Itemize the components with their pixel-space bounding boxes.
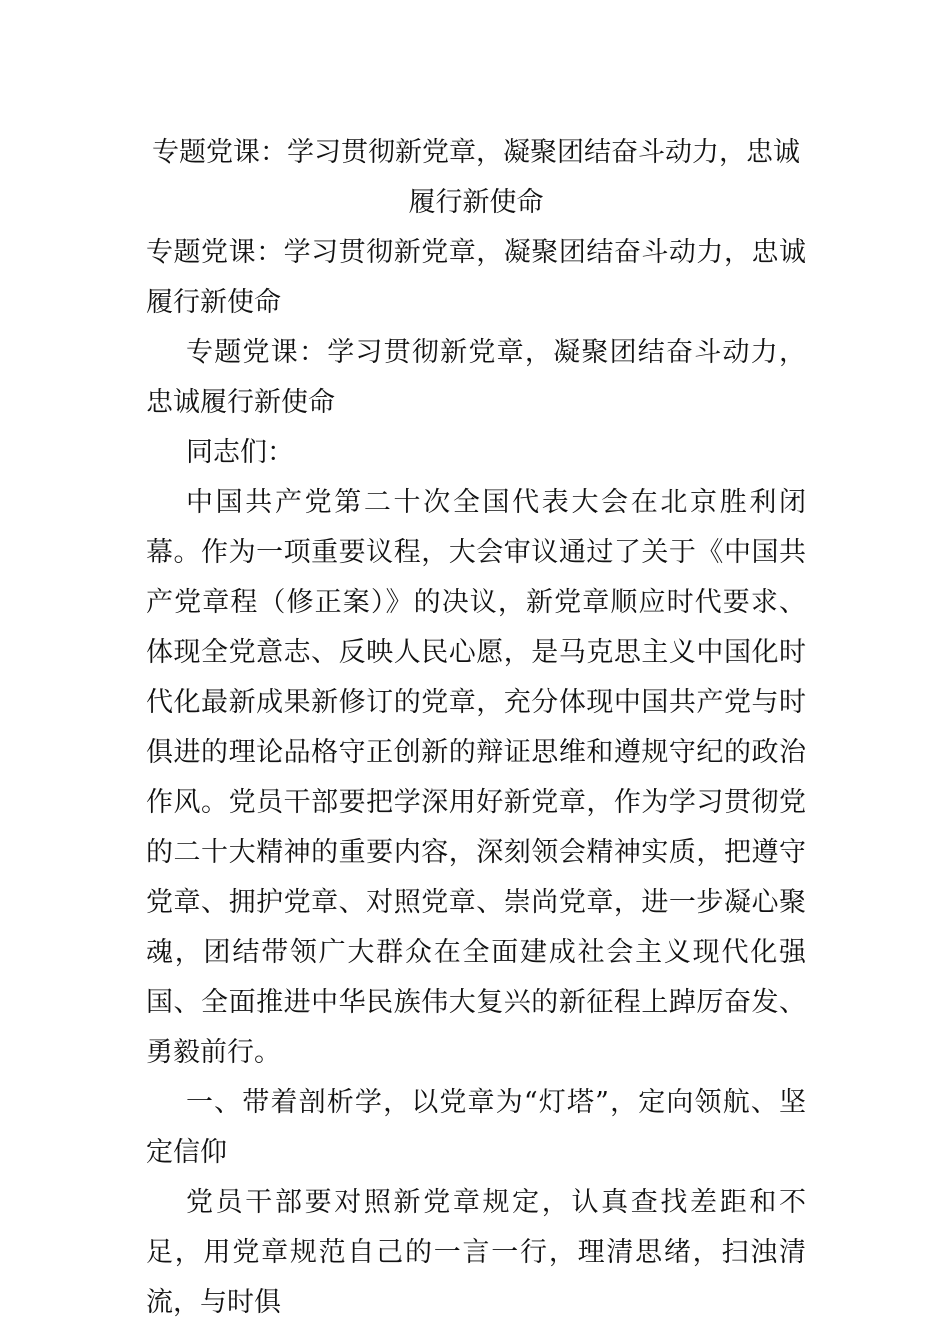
- section-one-heading: 一、带着剖析学，以党章为“灯塔”，定向领航、坚定信仰: [146, 1087, 806, 1168]
- document-body: [146, 128, 806, 1328]
- document-title: 专题党课：学习贯彻新党章，凝聚团结奋斗动力，忠诚履行新使命: [152, 137, 800, 218]
- intro-paragraph: 中国共产党第二十次全国代表大会在北京胜利闭幕。作为一项重要议程，大会审议通过了关于《中国共产党章程（修正案）》的决议，新党章顺应时代要求、体现全党意志、反映人民心愿，是马克思主义中国化时代化最新成果新修订的党章，充分体现中国共产党与时俱进的理论品格守正创新的辩证思维和遵规守纪的政治作风。党员干部要把学深用好新党章，作为学习贯彻党的二十大精神的重要内容，深刻领会精神实质，把遵守党章、拥护党章、对照党章、崇尚党章，进一步凝心聚魂，团结带领广大群众在全面建成社会主义现代化强国、全面推进中华民族伟大复兴的新征程上踔厉奋发、勇毅前行。: [146, 487, 806, 1068]
- section-one-paragraph: 党员干部要对照新党章规定，认真查找差距和不足，用党章规范自己的一言一行，理清思绪，扫浊清流，与时俱: [146, 1187, 806, 1318]
- greeting: 同志们：: [186, 437, 294, 468]
- heading-repeat-paragraph: 专题党课：学习贯彻新党章，凝聚团结奋斗动力，忠诚履行新使命: [146, 337, 806, 418]
- title-repeat-paragraph: 专题党课：学习贯彻新党章，凝聚团结奋斗动力，忠诚履行新使命: [146, 237, 806, 318]
